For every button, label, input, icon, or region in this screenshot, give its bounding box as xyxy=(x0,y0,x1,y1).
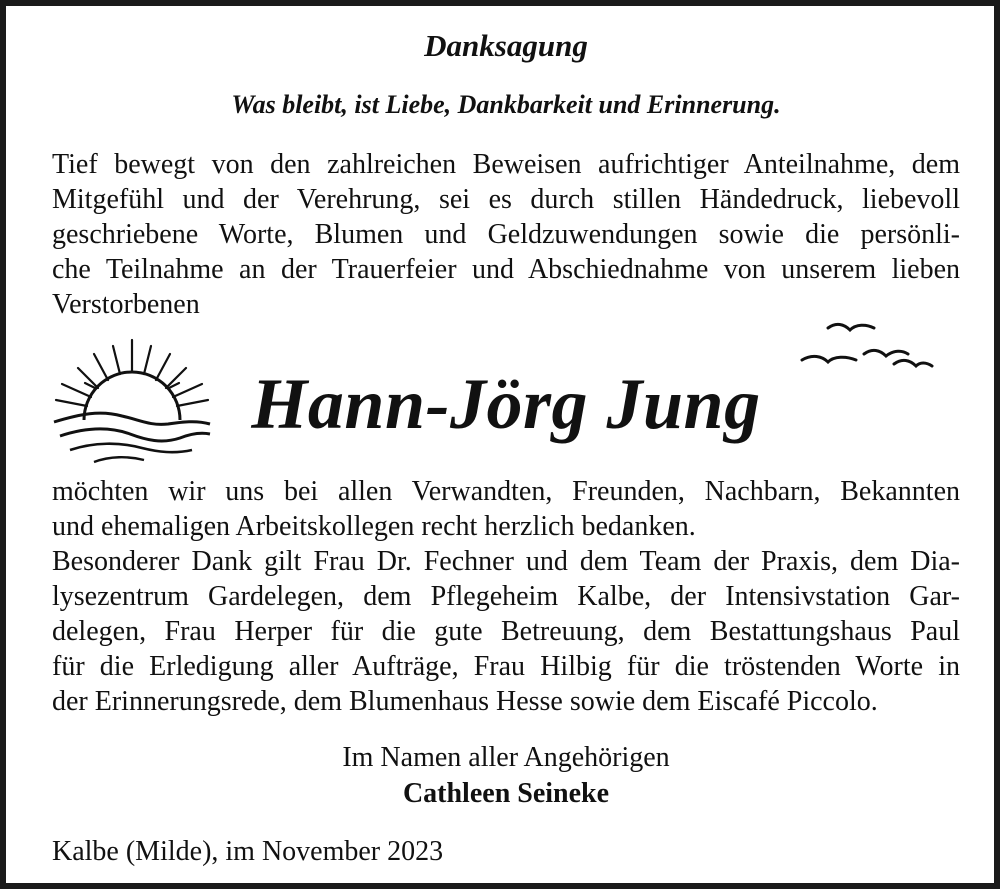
flying-birds-icon xyxy=(798,318,934,376)
deceased-name: Hann-Jörg Jung xyxy=(251,364,761,444)
special-thanks-line: delegen, Frau Herper für die gute Betreuung, dem Bestattungshaus Paul xyxy=(52,616,960,647)
intro-line: Mitgefühl und der Verehrung, sei es durch stillen Händedruck, liebevoll xyxy=(52,184,960,215)
intro-paragraph xyxy=(52,147,960,322)
intro-line: geschriebene Worte, Blumen und Geldzuwendungen sowie die persönli- xyxy=(52,219,960,250)
place-and-date: Kalbe (Milde), im November 2023 xyxy=(52,836,444,867)
intro-line: Tief bewegt von den zahlreichen Beweisen aufrichtiger Anteilnahme, dem xyxy=(52,149,960,180)
signature-name: Cathleen Seineke xyxy=(402,778,610,809)
intro-line: Verstorbenen xyxy=(52,289,200,320)
thanks-line: und ehemaligen Arbeitskollegen recht herzlich bedanken. xyxy=(52,511,696,542)
special-thanks-line: lysezentrum Gardelegen, dem Pflegeheim Kalbe, der Intensivstation Gar- xyxy=(52,581,960,612)
notice-title: Danksagung xyxy=(424,28,588,63)
intro-line: che Teilnahme an der Trauerfeier und Abschiednahme von unserem lieben xyxy=(52,254,960,285)
special-thanks-line: der Erinnerungsrede, dem Blumenhaus Hesse sowie dem Eiscafé Piccolo. xyxy=(52,686,878,717)
notice-motto: Was bleibt, ist Liebe, Dankbarkeit und Erinnerung. xyxy=(231,90,781,119)
thanks-line: möchten wir uns bei allen Verwandten, Freunden, Nachbarn, Bekannten xyxy=(52,476,960,507)
special-thanks-paragraph xyxy=(52,544,960,719)
special-thanks-line: für die Erledigung aller Aufträge, Frau Hilbig für die tröstenden Worte in xyxy=(52,651,960,682)
signature-intro: Im Namen aller Angehörigen xyxy=(342,742,670,773)
thanks-paragraph xyxy=(52,474,960,544)
special-thanks-line: Besonderer Dank gilt Frau Dr. Fechner und dem Team der Praxis, dem Dia- xyxy=(52,546,960,577)
